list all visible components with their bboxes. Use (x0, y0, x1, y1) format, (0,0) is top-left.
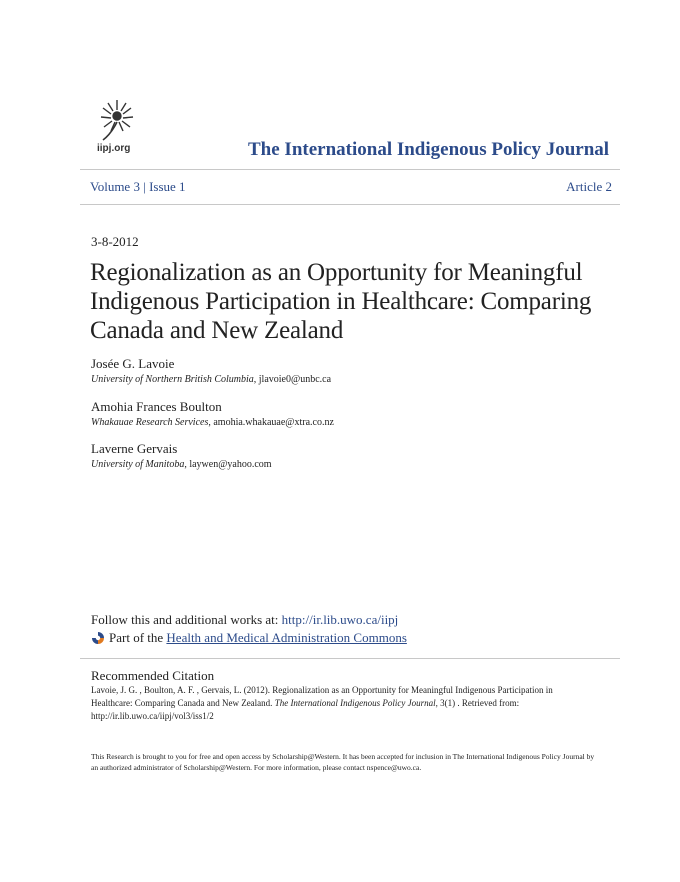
article-title: Regionalization as an Opportunity for Meaningful Indigenous Participation in Healthcare: Comparing Canada and New Zealand (90, 259, 592, 344)
citation-text (91, 684, 591, 723)
author-name: Josée G. Lavoie (91, 356, 175, 371)
citation-retrieval: 3(1) . Retrieved from: http://ir.lib.uwo.ca/iipj/vol3/iss1/2 (91, 698, 520, 721)
citation-journal: The International Indigenous Policy Journal, (274, 698, 438, 708)
volume-issue (90, 179, 186, 195)
follow-link[interactable]: http://ir.lib.uwo.ca/iipj (281, 612, 399, 627)
author-name: Laverne Gervais (91, 441, 178, 456)
author-affiliation: Whakauae Research Services, amohia.whakauae@xtra.co.nz (91, 417, 334, 428)
citation-body: Lavoie, J. G. , Boulton, A. F. , Gervais, L. (2012). Regionalization as an Opportunity for Meaningful Indigenous Participation in Healthcare: Comparing Canada and New Zealand. (91, 685, 553, 708)
follow-line (91, 612, 398, 628)
author-institution: Whakauae Research Services (91, 417, 209, 428)
author-email[interactable]: laywen@yahoo.com (189, 459, 272, 470)
volume-link[interactable]: Volume 3 (90, 179, 140, 194)
part-of-line (91, 630, 407, 646)
follow-text: Follow this and additional works at: (91, 612, 279, 627)
author-email[interactable]: jlavoie0@unbc.ca (258, 374, 332, 385)
logo-text: iipj.org (97, 143, 131, 154)
commons-network-icon (91, 631, 105, 645)
header-divider-top (80, 169, 620, 170)
author-institution: University of Manitoba (91, 459, 185, 470)
part-of-text: Part of the (109, 630, 164, 645)
publication-date: 3-8-2012 (91, 234, 139, 249)
author-affiliation: University of Manitoba, laywen@yahoo.com (91, 459, 272, 470)
author-name: Amohia Frances Boulton (91, 399, 222, 414)
citation-heading: Recommended Citation (91, 668, 215, 683)
author-email[interactable]: amohia.whakauae@xtra.co.nz (213, 417, 334, 428)
separator: | (143, 179, 146, 194)
journal-title[interactable]: The International Indigenous Policy Journal (248, 139, 610, 160)
issue-link[interactable]: Issue 1 (149, 179, 186, 194)
header-divider-bottom (80, 204, 620, 205)
commons-link[interactable]: Health and Medical Administration Commons (166, 630, 407, 645)
citation-divider (80, 658, 620, 659)
article-link[interactable]: Article 2 (566, 179, 612, 194)
author-institution: University of Northern British Columbia (91, 374, 254, 385)
author-affiliation: University of Northern British Columbia, jlavoie0@unbc.ca (91, 374, 332, 385)
footer-notice: This Research is brought to you for free and open access by Scholarship@Western. It has been accepted for inclusion in The International Indigenous Policy Journal by an authorized administrator of Scholarship@Western. For more information, please contact nspence@uwo.ca. (91, 752, 595, 772)
